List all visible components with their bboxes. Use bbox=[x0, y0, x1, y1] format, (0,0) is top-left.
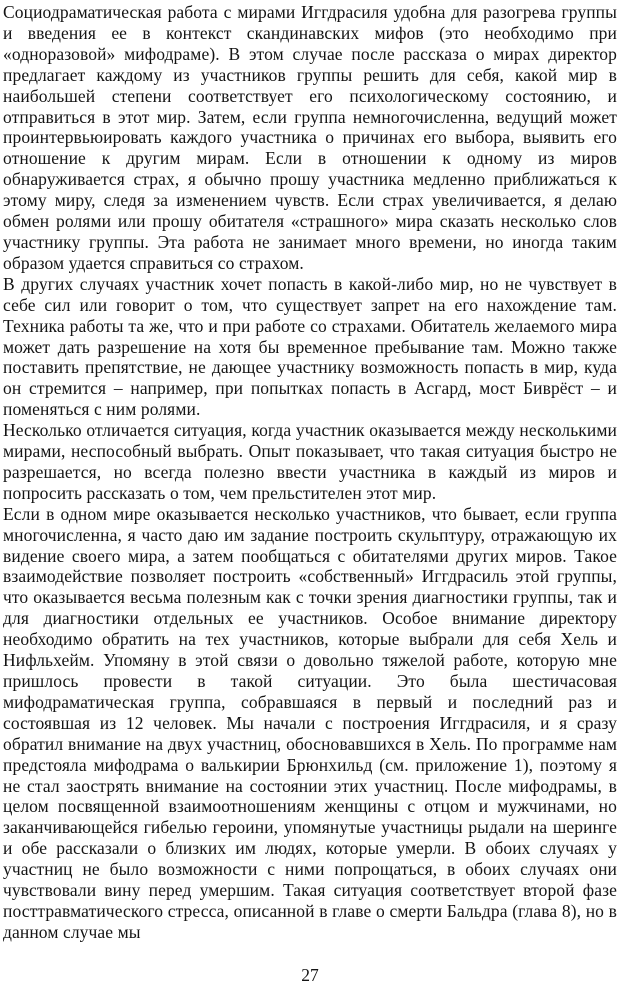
paragraph: Если в одном мире оказывается несколько участников, что бывает, если группа многочисленна, я часто даю им задание построить скульптуру, отражающую их видение своего мира, а затем пообщаться с обитателями других миров. Такое взаимодействие позволяет построить «собственный» Иггдрасиль этой группы, что оказывается весьма полезным как с точки зрения диагностики группы, так и для диагностики отдельных ее участников. Особое внимание директору необходимо обратить на тех участников, которые выбрали для себя Хель и Нифльхейм. Упомяну в этой связи о довольно тяжелой работе, которую мне пришлось провести в такой ситуации. Это была шестичасовая мифодраматическая группа, собравшаяся в первый и последний раз и состоявшая из 12 человек. Мы начали с построения Иггдрасиля, и я сразу обратил внимание на двух участниц, обосновавшихся в Хель. По программе нам предстояла мифодрама о валькирии Брюнхильд (см. приложение 1), поэтому я не стал заострять внимание на состоянии этих участниц. После мифодрамы, в целом посвященной взаимоотношениям женщины с отцом и мужчинами, но заканчивающейся гибелью героини, упомянутые участницы рыдали на шеринге и обе рассказали о близких им людях, которые умерли. В обоих случаях у участниц не было возможности с ними попрощаться, в обоих случаях они чувствовали вину перед умершим. Такая ситуация соответствует второй фазе посттравматического стресса, описанной в главе о смерти Бальдра (глава 8), но в данном случае мы bbox=[3, 503, 617, 942]
paragraph: В других случаях участник хочет попасть в какой-либо мир, но не чувствует в себе сил или говорит о том, что существует запрет на его нахождение там. Техника работы та же, что и при работе со страхами. Обитатель желаемого мира может дать разрешение на хотя бы временное пребывание там. Можно также поставить препятствие, не дающее участнику возможность попасть в мир, куда он стремится – например, при попытках попасть в Асгард, мост Биврёст – и поменяться с ним ролями. bbox=[3, 273, 617, 420]
page-text bbox=[3, 2, 617, 943]
paragraph: Несколько отличается ситуация, когда участник оказывается между несколькими мирами, неспособный выбрать. Опыт показывает, что такая ситуация быстро не разрешается, но всегда полезно ввести участника в каждый из миров и попросить рассказать о том, чем прельстителен этот мир. bbox=[3, 420, 617, 503]
paragraph: Социодраматическая работа с мирами Иггдрасиля удобна для разогрева группы и введения ее в контекст скандинавских мифов (это необходимо при «одноразовой» мифодраме). В этом случае после рассказа о мирах директор предлагает каждому из участников группы решить для себя, какой мир в наибольшей степени соответствует его психологическому состоянию, и отправиться в этот мир. Затем, если группа немногочисленна, ведущий может проинтервьюировать каждого участника о причинах его выбора, выявить его отношение к другим мирам. Если в отношении к одному из миров обнаруживается страх, я обычно прошу участника медленно приближаться к этому миру, следя за изменением чувств. Если страх увеличивается, я делаю обмен ролями или прошу обитателя «страшного» мира сказать несколько слов участнику группы. Эта работа не занимает много времени, но иногда таким образом удается справиться со страхом. bbox=[3, 2, 617, 273]
page-number: 27 bbox=[301, 964, 319, 985]
